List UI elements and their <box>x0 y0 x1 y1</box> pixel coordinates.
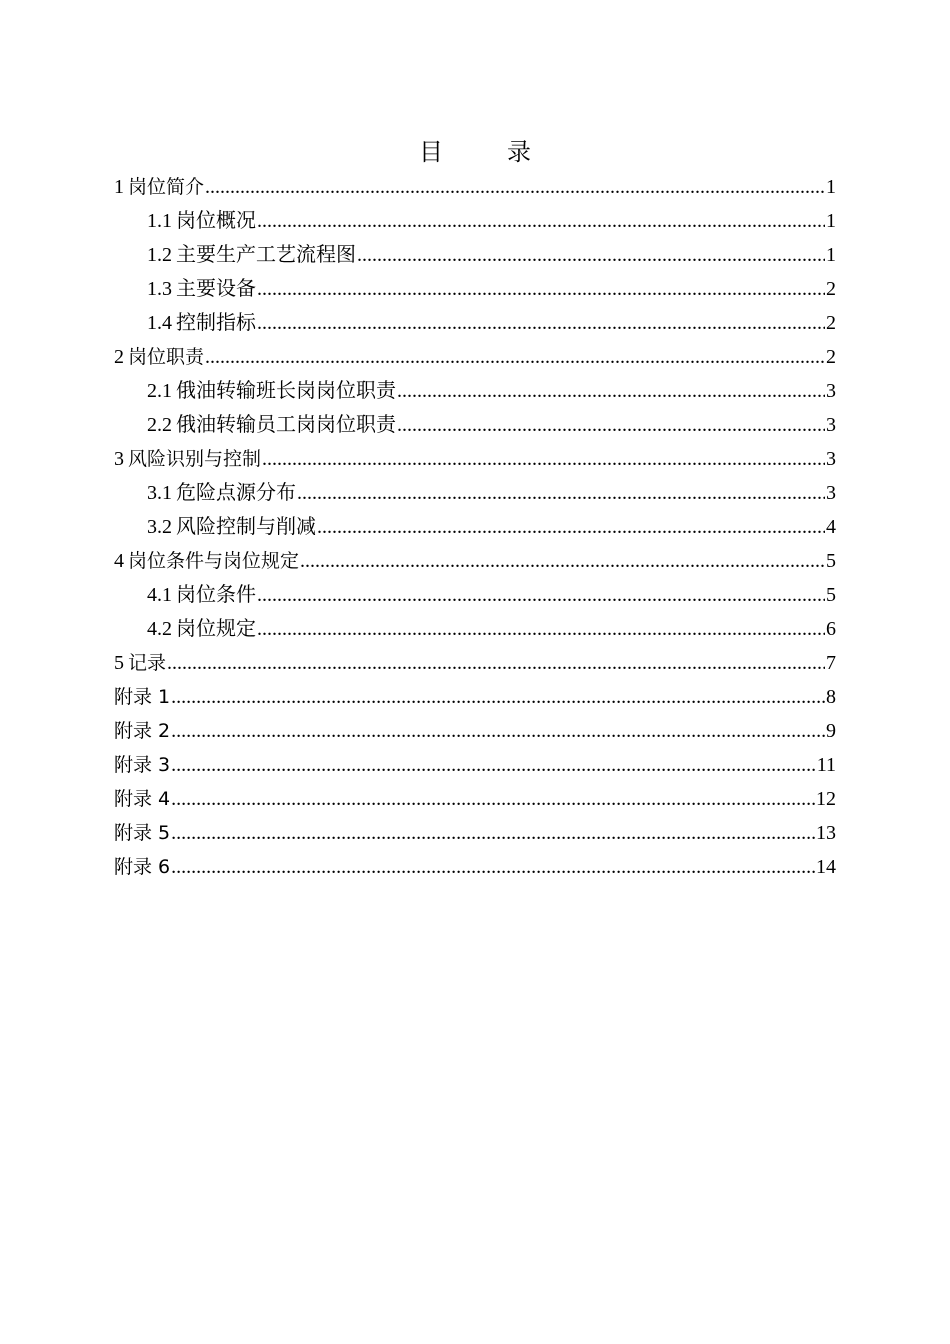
toc-page-number: 6 <box>826 618 836 640</box>
toc-entry-label: 岗位规定 <box>176 618 256 640</box>
toc-title: 目 录 <box>419 138 551 166</box>
toc-page-number: 11 <box>816 754 836 776</box>
toc-entry-number: 4.2 <box>147 618 172 640</box>
toc-entry[interactable] <box>114 714 836 748</box>
toc-page-number: 8 <box>826 686 836 708</box>
toc-entry-label: 岗位简介 <box>128 176 205 198</box>
toc-entry-label: 岗位条件 <box>176 584 256 606</box>
toc-entry[interactable] <box>114 816 836 850</box>
toc-entry-label: 俄油转输班长岗岗位职责 <box>176 380 396 402</box>
toc-entry-label: 风险识别与控制 <box>128 448 262 470</box>
toc-page-number: 2 <box>826 346 836 368</box>
toc-page-number: 1 <box>826 176 836 198</box>
toc-entry[interactable] <box>114 646 836 680</box>
toc-entry-label: 附录 2 <box>114 720 171 742</box>
toc-leader-dots <box>257 578 825 612</box>
toc-page-number: 2 <box>826 312 836 334</box>
toc-entry-label: 附录 3 <box>114 754 171 776</box>
toc-entry-label: 附录 1 <box>114 686 171 708</box>
toc-entry-number: 2 <box>114 346 124 368</box>
toc-page-number: 14 <box>816 856 836 878</box>
toc-page-number: 3 <box>826 380 836 402</box>
toc-entry-number: 4 <box>114 550 124 572</box>
toc-leader-dots <box>257 306 825 340</box>
toc-entry-number: 1.3 <box>147 278 172 300</box>
toc-leader-dots <box>167 646 825 680</box>
toc-entry-number: 3.1 <box>147 482 172 504</box>
toc-page-number: 1 <box>826 244 836 266</box>
toc-page-number: 3 <box>826 482 836 504</box>
toc-leader-dots <box>257 272 825 306</box>
toc-page-number: 5 <box>826 550 836 572</box>
toc-page-number: 9 <box>826 720 836 742</box>
toc-entry-label: 岗位职责 <box>128 346 205 368</box>
toc-page-number: 13 <box>816 822 836 844</box>
toc-page-number: 12 <box>816 788 836 810</box>
toc-entry-number: 1.4 <box>147 312 172 334</box>
toc-page-number: 2 <box>826 278 836 300</box>
toc-entry-number: 1 <box>114 176 124 198</box>
toc-entry[interactable] <box>114 612 836 646</box>
toc-entry[interactable] <box>114 170 836 204</box>
toc-page-number: 1 <box>826 210 836 232</box>
toc-entry-number: 5 <box>114 652 124 674</box>
toc-leader-dots <box>171 782 815 816</box>
toc-leader-dots <box>205 340 825 374</box>
toc-entry[interactable] <box>114 748 836 782</box>
toc-entry[interactable] <box>114 442 836 476</box>
toc-entry-label: 主要设备 <box>176 278 256 300</box>
toc-page-number: 4 <box>826 516 836 538</box>
toc-entry-number: 1.2 <box>147 244 172 266</box>
toc-entry[interactable] <box>114 408 836 442</box>
toc-entry-number: 2.2 <box>147 414 172 436</box>
toc-entry-label: 风险控制与削减 <box>176 516 316 538</box>
toc-leader-dots <box>171 816 815 850</box>
toc-leader-dots <box>317 510 825 544</box>
toc-leader-dots <box>171 714 825 748</box>
toc-page-number: 7 <box>826 652 836 674</box>
toc-leader-dots <box>397 374 825 408</box>
toc-entry[interactable] <box>114 306 836 340</box>
toc-leader-dots <box>171 680 825 714</box>
toc-leader-dots <box>205 170 825 204</box>
toc-entry-label: 附录 6 <box>114 856 171 878</box>
toc-entry[interactable] <box>114 782 836 816</box>
toc-leader-dots <box>300 544 825 578</box>
toc-entry-number: 1.1 <box>147 210 172 232</box>
toc-entry[interactable] <box>114 578 836 612</box>
toc-leader-dots <box>357 238 825 272</box>
toc-leader-dots <box>397 408 825 442</box>
toc-entry[interactable] <box>114 340 836 374</box>
toc-page-number: 3 <box>826 414 836 436</box>
toc-leader-dots <box>257 204 825 238</box>
toc-page-number: 5 <box>826 584 836 606</box>
toc-leader-dots <box>262 442 825 476</box>
toc-entry[interactable] <box>114 850 836 884</box>
toc-entry-number: 4.1 <box>147 584 172 606</box>
toc-entry[interactable] <box>114 680 836 714</box>
toc-leader-dots <box>171 748 816 782</box>
toc-entry-label: 主要生产工艺流程图 <box>176 244 356 266</box>
toc-entry[interactable] <box>114 204 836 238</box>
toc-entry[interactable] <box>114 238 836 272</box>
toc-entry-label: 控制指标 <box>176 312 256 334</box>
toc-entry-label: 附录 5 <box>114 822 171 844</box>
toc-page-number: 3 <box>826 448 836 470</box>
toc-entry-number: 3 <box>114 448 124 470</box>
toc-entry-label: 岗位概况 <box>176 210 256 232</box>
toc-entry-label: 俄油转输员工岗岗位职责 <box>176 414 396 436</box>
toc-entry[interactable] <box>114 374 836 408</box>
toc-leader-dots <box>257 612 825 646</box>
toc-entry-number: 3.2 <box>147 516 172 538</box>
toc-entry[interactable] <box>114 510 836 544</box>
toc-entry-label: 记录 <box>128 652 167 674</box>
toc-entry[interactable] <box>114 476 836 510</box>
toc-entry[interactable] <box>114 272 836 306</box>
toc-leader-dots <box>297 476 825 510</box>
toc-entry[interactable] <box>114 544 836 578</box>
toc-entry-number: 2.1 <box>147 380 172 402</box>
toc-entry-label: 岗位条件与岗位规定 <box>128 550 300 572</box>
toc-list <box>114 170 836 884</box>
toc-entry-label: 危险点源分布 <box>176 482 296 504</box>
toc-entry-label: 附录 4 <box>114 788 171 810</box>
toc-leader-dots <box>171 850 815 884</box>
